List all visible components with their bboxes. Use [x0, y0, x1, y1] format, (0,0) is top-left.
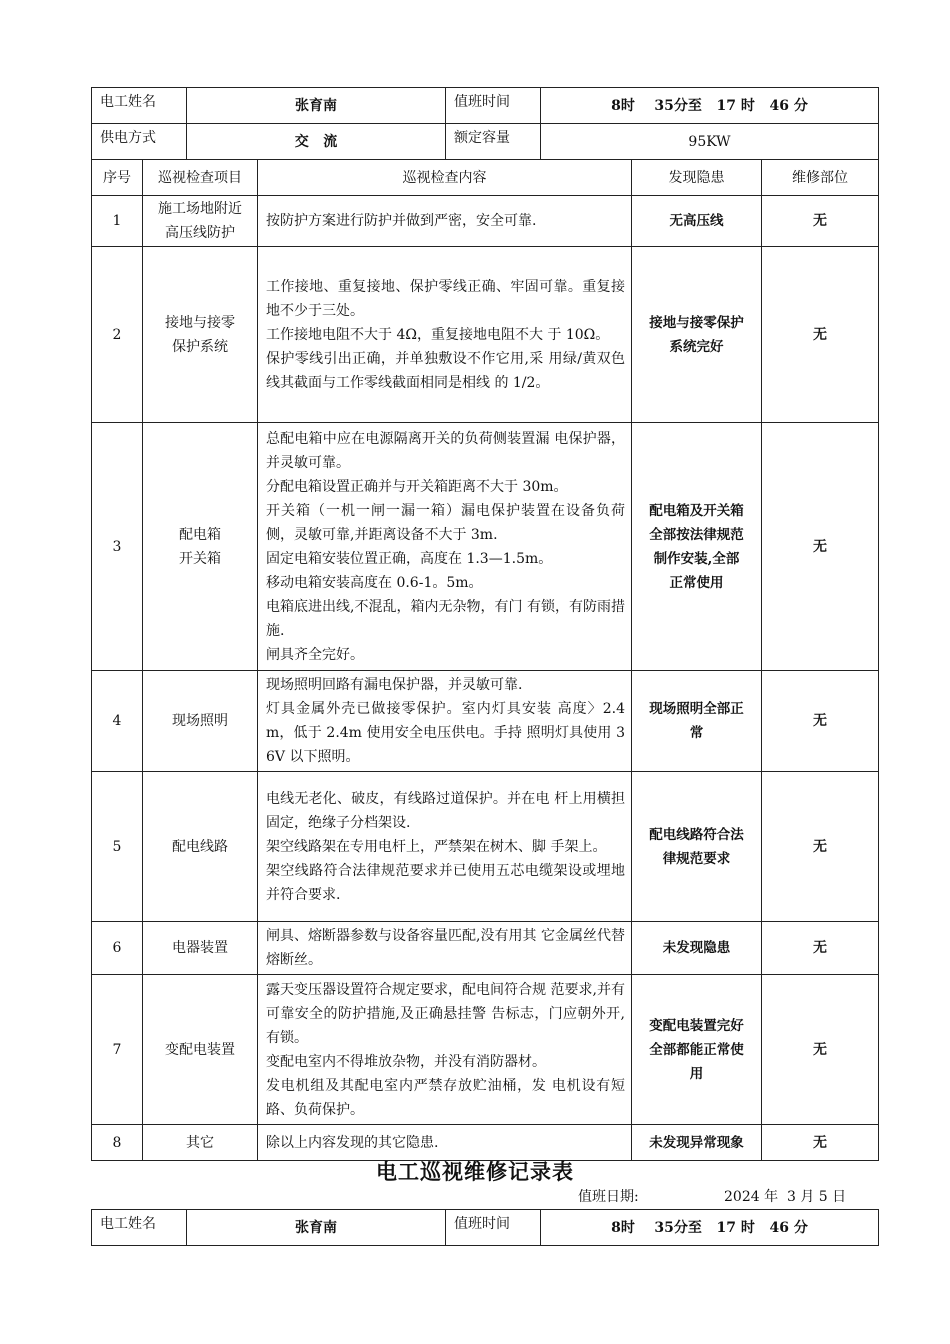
- inspection-item: [143, 423, 258, 671]
- hazard-line: 无高压线: [669, 213, 724, 229]
- power-value: 交 流: [187, 124, 446, 160]
- inspection-item-line: 开关箱: [179, 550, 221, 567]
- hazard-line: 正常使用: [669, 574, 724, 591]
- inspection-content-paragraph: 露天变压器设置符合规定要求，配电间符合规 范要求,并有可靠安全的防护措施,及正确悬挂警 告标志，门应朝外开,有锁。: [266, 981, 625, 1046]
- hazard-found: [632, 922, 762, 975]
- inspection-content: [258, 247, 632, 423]
- hazard-line: 系统完好: [669, 338, 724, 355]
- row-number: 2: [92, 247, 143, 423]
- table-row: [92, 671, 879, 772]
- hazard-line: 配电线路符合法: [649, 826, 744, 843]
- table-header-row: [92, 160, 879, 196]
- hazard-found: [632, 671, 762, 772]
- col-header-no: 序号: [92, 160, 143, 196]
- inspection-content-paragraph: 移动电箱安装高度在 0.6-1。5m。: [266, 574, 483, 591]
- repair-part: 无: [762, 772, 879, 922]
- capacity-label: 额定容量: [446, 124, 541, 160]
- hazard-line: 律规范要求: [662, 850, 731, 867]
- inspection-content: [258, 671, 632, 772]
- inspection-content-paragraph: 架空线路符合法律规范要求并已使用五芯电缆架设或埋地并符合要求.: [266, 862, 625, 903]
- inspection-content-paragraph: 变配电室内不得堆放杂物，并没有消防器材。: [266, 1053, 546, 1070]
- inspection-content: [258, 196, 632, 247]
- inspection-item: [143, 922, 258, 975]
- inspection-item-line: 配电箱: [179, 526, 221, 543]
- repair-part: 无: [762, 671, 879, 772]
- table-row: [92, 423, 879, 671]
- row-number: 5: [92, 772, 143, 922]
- table-row: [92, 196, 879, 247]
- inspection-content-paragraph: 分配电箱设置正确并与开关箱距离不大于 30m。: [266, 478, 568, 495]
- row-number: 8: [92, 1125, 143, 1161]
- table-row: [92, 247, 879, 423]
- table-row: [92, 772, 879, 922]
- inspection-item-line: 保护系统: [172, 338, 228, 355]
- row-number: 1: [92, 196, 143, 247]
- inspection-content: [258, 772, 632, 922]
- hazard-line: 制作安装,全部: [653, 550, 740, 567]
- hazard-found: [632, 423, 762, 671]
- inspection-content-paragraph: 按防护方案进行防护并做到严密，安全可靠.: [266, 213, 537, 229]
- hazard-line: 未发现隐患: [662, 940, 731, 956]
- document-title: 电工巡视维修记录表: [376, 1160, 574, 1184]
- inspection-item-line: 施工场地附近: [158, 201, 242, 217]
- capacity-value: 95KW: [541, 124, 879, 160]
- inspection-content-paragraph: 工作接地电阻不大于 4Ω，重复接地电阻不大 于 10Ω。: [266, 326, 610, 343]
- inspection-content-paragraph: 发电机组及其配电室内严禁存放贮油桶，发 电机设有短路、负荷保护。: [266, 1077, 625, 1118]
- hazard-line: 接地与接零保护: [649, 314, 744, 331]
- inspection-content-paragraph: 固定电箱安装位置正确，高度在 1.3—1.5m。: [266, 550, 553, 567]
- repair-part: 无: [762, 247, 879, 423]
- inspection-content: [258, 922, 632, 975]
- inspection-content-paragraph: 工作接地、重复接地、保护零线正确、牢固可靠。重复接地不少于三处。: [266, 278, 625, 319]
- top-header-table: [91, 87, 879, 160]
- col-header-item: 巡视检查项目: [143, 160, 258, 196]
- bottom-name-label: 电工姓名: [92, 1210, 187, 1246]
- duty-time-label: 值班时间: [446, 88, 541, 124]
- hazard-found: [632, 196, 762, 247]
- col-header-repair: 维修部位: [762, 160, 879, 196]
- name-label: 电工姓名: [92, 88, 187, 124]
- inspection-content-paragraph: 保护零线引出正确，并单独敷设不作它用,采 用绿/黄双色线其截面与工作零线截面相同是相线 的 1/2。: [266, 350, 625, 391]
- inspection-item-line: 接地与接零: [165, 314, 235, 331]
- repair-part: 无: [762, 423, 879, 671]
- inspection-content-paragraph: 电线无老化、破皮，有线路过道保护。并在电 杆上用横担固定，绝缘子分档架设.: [266, 790, 625, 831]
- bottom-name-value: 张育南: [187, 1210, 446, 1246]
- inspection-content-paragraph: 现场照明回路有漏电保护器，并灵敏可靠.: [266, 677, 523, 693]
- table-row: [92, 922, 879, 975]
- repair-part: 无: [762, 196, 879, 247]
- inspection-item: [143, 975, 258, 1125]
- table-row: [92, 975, 879, 1125]
- bottom-duty-time-value: 8时 35分至 17 时 46 分: [541, 1210, 879, 1246]
- inspection-item: [143, 247, 258, 423]
- row-number: 3: [92, 423, 143, 671]
- inspection-item-line: 变配电装置: [165, 1041, 235, 1058]
- hazard-line: 变配电装置完好: [649, 1017, 744, 1034]
- hazard-found: [632, 772, 762, 922]
- hazard-found: [632, 975, 762, 1125]
- inspection-content-paragraph: 架空线路架在专用电杆上，严禁架在树木、脚 手架上。: [266, 838, 607, 855]
- duty-time-value: 8时 35分至 17 时 46 分: [541, 88, 879, 124]
- hazard-line: 配电箱及开关箱: [649, 502, 744, 519]
- hazard-line: 未发现异常现象: [649, 1134, 744, 1151]
- inspection-item-line: 配电线路: [172, 838, 228, 855]
- hazard-line: 现场照明全部正: [649, 701, 744, 717]
- name-value: 张育南: [187, 88, 446, 124]
- col-header-content: 巡视检查内容: [258, 160, 632, 196]
- hazard-line: 常: [689, 725, 704, 741]
- inspection-item-line: 电器装置: [172, 940, 228, 956]
- inspection-content-paragraph: 灯具金属外壳已做接零保护。室内灯具安装 高度〉2.4m，低于 2.4m 使用安全电压供电。手持 照明灯具使用 36V 以下照明。: [266, 701, 625, 765]
- repair-part: 无: [762, 975, 879, 1125]
- hazard-line: 全部按法律规范: [649, 526, 744, 543]
- hazard-found: [632, 247, 762, 423]
- bottom-duty-time-label: 值班时间: [446, 1210, 541, 1246]
- power-label: 供电方式: [92, 124, 187, 160]
- inspection-item: [143, 196, 258, 247]
- inspection-content-paragraph: 闸具、熔断器参数与设备容量匹配,没有用其 它金属丝代替熔断丝。: [266, 928, 625, 968]
- col-header-hazard: 发现隐患: [632, 160, 762, 196]
- inspection-content-paragraph: 闸具齐全完好。: [266, 646, 364, 663]
- row-number: 6: [92, 922, 143, 975]
- inspection-content-paragraph: 电箱底进出线,不混乱，箱内无杂物，有门 有锁，有防雨措施.: [266, 598, 625, 639]
- bottom-header-table: [91, 1209, 879, 1246]
- inspection-item: [143, 772, 258, 922]
- inspection-content: [258, 423, 632, 671]
- inspection-table: [91, 159, 879, 1161]
- duty-date-label: 值班日期:: [578, 1189, 639, 1205]
- row-number: 4: [92, 671, 143, 772]
- inspection-content-paragraph: 开关箱（一机一闸一漏一箱）漏电保护装置在设备负荷侧，灵敏可靠,并距离设备不大于 3m.: [266, 502, 625, 543]
- repair-part: 无: [762, 1125, 879, 1161]
- inspection-item-line: 其它: [186, 1134, 214, 1151]
- inspection-content-paragraph: 除以上内容发现的其它隐患.: [266, 1134, 439, 1151]
- inspection-item-line: 高压线防护: [165, 225, 235, 241]
- inspection-item: [143, 671, 258, 772]
- inspection-item-line: 现场照明: [172, 713, 228, 729]
- inspection-content: [258, 975, 632, 1125]
- hazard-line: 用: [689, 1065, 704, 1082]
- row-number: 7: [92, 975, 143, 1125]
- hazard-line: 全部都能正常使: [649, 1041, 744, 1058]
- inspection-content-paragraph: 总配电箱中应在电源隔离开关的负荷侧装置漏 电保护器，并灵敏可靠。: [266, 430, 625, 471]
- duty-date-value: 2024 年 3 月 5 日: [724, 1189, 847, 1205]
- repair-part: 无: [762, 922, 879, 975]
